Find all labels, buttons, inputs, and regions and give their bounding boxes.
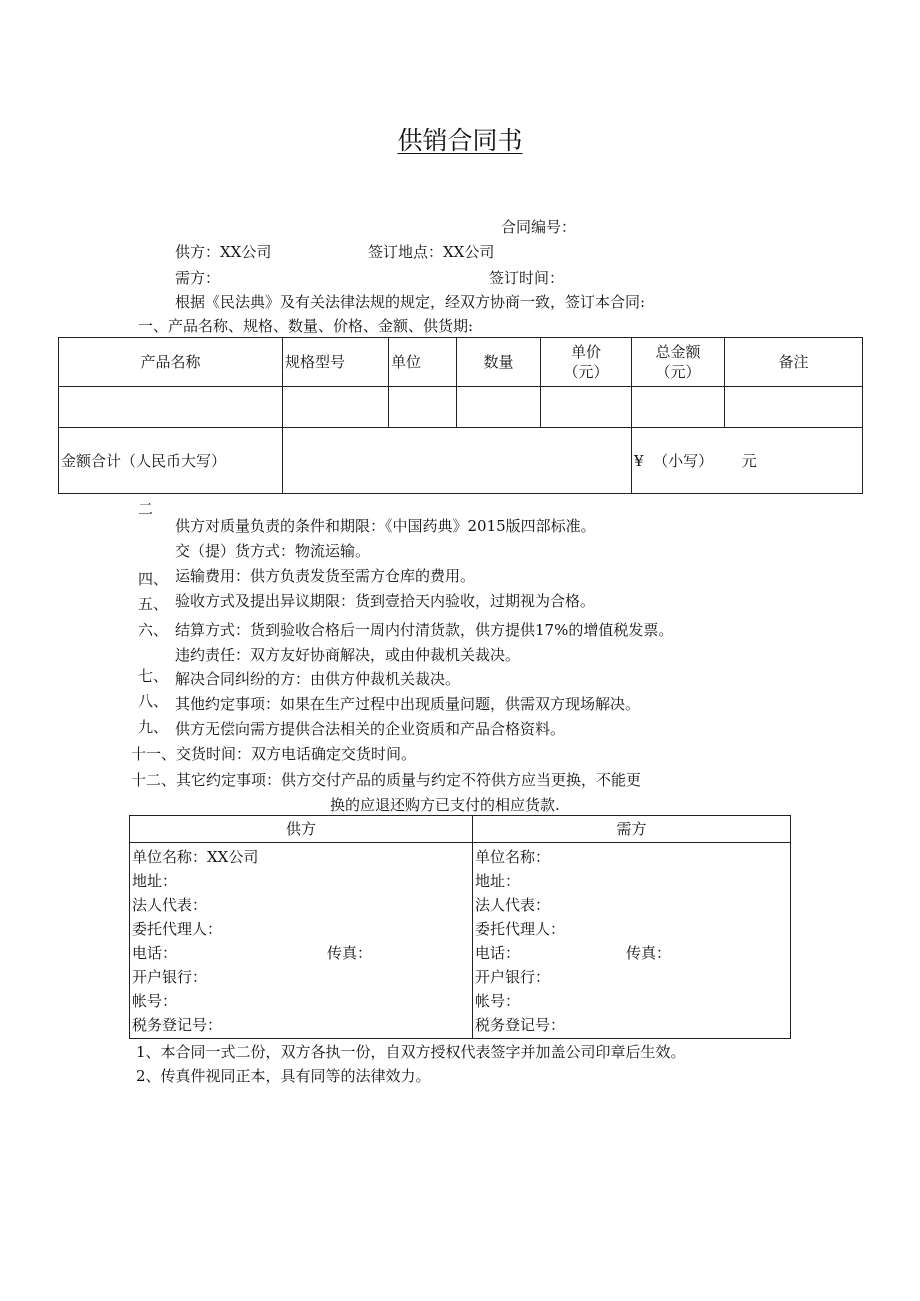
product-table	[58, 337, 863, 494]
supplier-details	[130, 843, 473, 1039]
clause-eight-number: 八、	[138, 692, 169, 710]
cell-empty	[283, 387, 389, 428]
supplier-legal-rep: 法人代表：	[132, 896, 208, 914]
clause-eight-text: 其他约定事项：如果在生产过程中出现质量问题，供需双方现场解决。	[175, 695, 641, 713]
clause-nine-number: 九、	[138, 718, 169, 736]
cell-empty	[59, 387, 283, 428]
supplier-unit-name: 单位名称：XX公司	[132, 848, 259, 866]
total-amount-line1: 总金额	[655, 343, 701, 361]
buyer-bank: 开户银行：	[475, 968, 551, 986]
clause-five-text: 验收方式及提出异议期限：货到壹拾天内验收，过期视为合格。	[175, 592, 596, 610]
supplier-phone: 电话：	[132, 944, 178, 962]
cell-empty	[389, 387, 457, 428]
clause-seven-text: 解决合同纠纷的方：由供方仲裁机关裁决。	[175, 670, 461, 688]
clause-four-text: 运输费用：供方负责发货至需方仓库的费用。	[175, 567, 476, 585]
note-2: 2、传真件视同正本，具有同等的法律效力。	[136, 1067, 431, 1085]
buyer-address: 地址：	[475, 872, 521, 890]
buyer-column-head: 需方	[473, 816, 791, 843]
buyer-fax: 传真：	[625, 944, 671, 962]
supplier-phone-fax-row	[132, 942, 472, 966]
sign-time-line: 签订时间：	[489, 269, 565, 287]
unit-price-line2: （元）	[563, 363, 609, 381]
buyer-agent: 委托代理人：	[475, 920, 566, 938]
header-remarks: 备注	[725, 338, 863, 387]
clause-eleven: 十一、交货时间：双方电话确定交货时间。	[131, 745, 417, 763]
sign-place-line: 签订地点：XX公司	[368, 243, 495, 261]
table-row	[59, 387, 863, 428]
header-unit: 单位	[389, 338, 457, 387]
clause-four-number: 四、	[138, 570, 169, 588]
party-table	[129, 815, 791, 1039]
buyer-account: 帐号：	[475, 992, 521, 1010]
buyer-phone: 电话：	[475, 944, 521, 962]
supplier-agent: 委托代理人：	[132, 920, 223, 938]
supplier-column-head: 供方	[130, 816, 473, 843]
clause-six-number: 六、	[138, 621, 169, 639]
product-table-header	[59, 338, 863, 387]
clause-breach: 违约责任：双方友好协商解决，或由仲裁机关裁决。	[175, 646, 521, 664]
clause-twelve-line1: 十二、其它约定事项：供方交付产品的质量与约定不符供方应当更换，不能更	[131, 771, 642, 789]
cell-empty	[725, 387, 863, 428]
buyer-tax-no: 税务登记号：	[475, 1016, 566, 1034]
title-text: 供销合同书	[397, 126, 523, 155]
clause-six-text: 结算方式：货到验收合格后一周内付清货款，供方提供17%的增值税发票。	[175, 621, 674, 639]
clause-five-number: 五、	[138, 595, 169, 613]
buyer-legal-rep: 法人代表：	[475, 896, 551, 914]
unit-price-line1: 单价	[570, 343, 601, 361]
buyer-unit-name: 单位名称：	[475, 848, 551, 866]
preamble: 根据《民法典》及有关法律法规的规定，经双方协商一致，签订本合同:	[175, 293, 646, 311]
party-details-row	[130, 843, 791, 1039]
contract-number-label: 合同编号：	[501, 218, 577, 236]
supplier-account: 帐号：	[132, 992, 178, 1010]
supplier-address: 地址：	[132, 872, 178, 890]
buyer-line: 需方：	[175, 269, 221, 287]
note-1: 1、本合同一式二份，双方各执一份，自双方授权代表签字并加盖公司印章后生效。	[136, 1043, 686, 1061]
supplier-tax-no: 税务登记号：	[132, 1016, 223, 1034]
total-row	[59, 428, 863, 494]
page-title	[0, 126, 920, 156]
supplier-fax: 传真：	[326, 944, 372, 962]
total-amount-line2: （元）	[655, 363, 701, 381]
clause-quality: 供方对质量负责的条件和期限：《中国药典》2015版四部标准。	[175, 517, 596, 535]
cell-empty	[541, 387, 632, 428]
clause-two-number: 二	[138, 500, 154, 518]
buyer-details	[473, 843, 791, 1039]
section1-title: 一、产品名称、规格、数量、价格、金额、供货期:	[138, 317, 474, 335]
total-capital-value	[283, 428, 632, 494]
header-quantity: 数量	[457, 338, 541, 387]
cell-empty	[457, 387, 541, 428]
total-small-label: ¥ （小写） 元	[632, 428, 863, 494]
cell-empty	[632, 387, 725, 428]
supplier-bank: 开户银行：	[132, 968, 208, 986]
header-product-name: 产品名称	[59, 338, 283, 387]
header-spec: 规格型号	[283, 338, 389, 387]
clause-nine-text: 供方无偿向需方提供合法相关的企业资质和产品合格资料。	[175, 720, 566, 738]
supplier-line: 供方：XX公司	[175, 243, 272, 261]
header-unit-price	[541, 338, 632, 387]
header-total-amount	[632, 338, 725, 387]
clause-seven-number: 七、	[138, 667, 169, 685]
total-capital-label: 金额合计（人民币大写）	[59, 428, 283, 494]
clause-delivery-method: 交（提）货方式：物流运输。	[175, 542, 371, 560]
buyer-phone-fax-row	[475, 942, 790, 966]
clause-twelve-line2: 换的应退还购方已支付的相应货款.	[330, 796, 560, 814]
party-table-header	[130, 816, 791, 843]
